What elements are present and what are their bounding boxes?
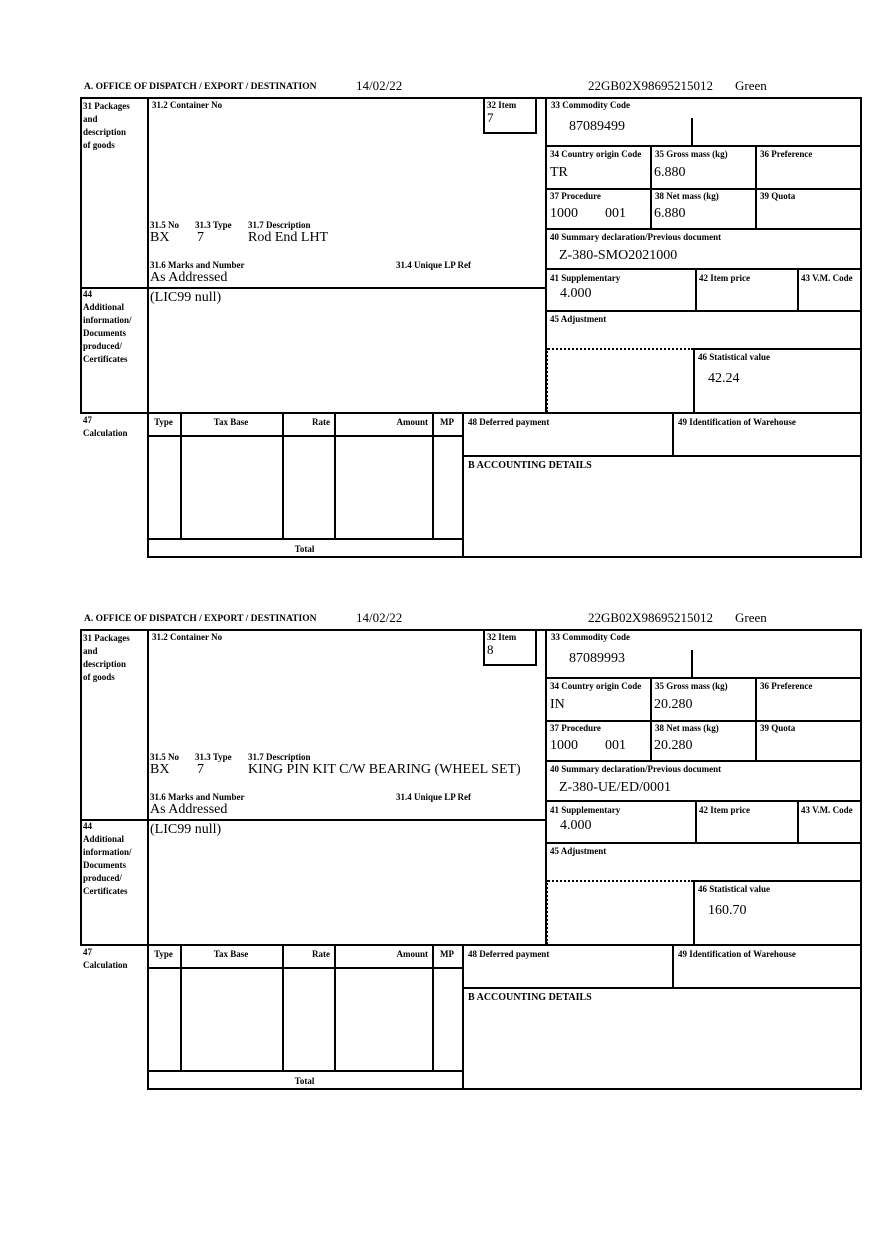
b-accounting-details-label: B ACCOUNTING DETAILS bbox=[468, 460, 592, 471]
grid-line bbox=[282, 944, 284, 1072]
grid-line bbox=[650, 145, 652, 228]
grid-line bbox=[545, 310, 862, 312]
package-count-value: BX bbox=[150, 762, 170, 777]
grid-line bbox=[147, 1088, 862, 1090]
column-header-mp: MP bbox=[440, 949, 454, 959]
grid-line bbox=[545, 760, 862, 762]
box31-5-label: 31.5 No bbox=[150, 752, 179, 762]
box31-label: and bbox=[83, 114, 98, 124]
box46-label: 46 Statistical value bbox=[698, 352, 770, 362]
box39-label: 39 Quota bbox=[760, 723, 796, 733]
box48-label: 48 Deferred payment bbox=[468, 417, 550, 427]
office-of-dispatch-header: A. OFFICE OF DISPATCH / EXPORT / DESTINATION bbox=[84, 82, 317, 92]
box31-7-label: 31.7 Description bbox=[248, 220, 311, 230]
declaration-date: 14/02/22 bbox=[356, 610, 403, 625]
routing-channel: Green bbox=[735, 610, 767, 625]
box31-7-label: 31.7 Description bbox=[248, 752, 311, 762]
box33-subdivision-line bbox=[691, 650, 693, 677]
procedure-code-value: 1000 bbox=[550, 738, 578, 753]
grid-line bbox=[80, 97, 862, 99]
box49-label: 49 Identification of Warehouse bbox=[678, 949, 796, 959]
box44-label: Documents bbox=[83, 860, 126, 870]
column-header-rate: Rate bbox=[312, 949, 330, 959]
marks-numbers-value: As Addressed bbox=[150, 802, 228, 817]
box41-label: 41 Supplementary bbox=[550, 273, 621, 283]
box42-label: 42 Item price bbox=[699, 273, 750, 283]
box31-label: of goods bbox=[83, 140, 115, 150]
grid-line bbox=[693, 880, 862, 882]
b-accounting-details-label: B ACCOUNTING DETAILS bbox=[468, 992, 592, 1003]
grid-line bbox=[80, 287, 545, 289]
box44-label: Certificates bbox=[83, 354, 128, 364]
dotted-line bbox=[545, 348, 693, 350]
box47-label: Calculation bbox=[83, 428, 128, 438]
grid-line bbox=[80, 819, 545, 821]
gross-mass-value: 20.280 bbox=[654, 697, 693, 712]
grid-line bbox=[545, 842, 862, 844]
column-header-type: Type bbox=[154, 417, 173, 427]
box33-subdivision-line bbox=[691, 118, 693, 145]
grid-line bbox=[462, 412, 464, 558]
grid-line bbox=[545, 720, 862, 722]
package-count-value: BX bbox=[150, 230, 170, 245]
column-header-tax-base: Tax Base bbox=[213, 417, 249, 427]
column-header-mp: MP bbox=[440, 417, 454, 427]
office-of-dispatch-header: A. OFFICE OF DISPATCH / EXPORT / DESTINATION bbox=[84, 614, 317, 624]
grid-line bbox=[147, 629, 149, 1090]
grid-line bbox=[693, 880, 695, 944]
supplementary-units-value: 4.000 bbox=[560, 818, 592, 833]
box31-label: and bbox=[83, 646, 98, 656]
box47-label: 47 bbox=[83, 947, 92, 957]
country-origin-value: TR bbox=[550, 165, 568, 180]
grid-line bbox=[80, 97, 82, 414]
grid-line bbox=[462, 987, 862, 989]
country-origin-value: IN bbox=[550, 697, 565, 712]
grid-line bbox=[755, 677, 757, 760]
previous-document-value: Z-380-SMO2021000 bbox=[559, 248, 678, 263]
grid-line bbox=[147, 1070, 464, 1072]
box43-label: 43 V.M. Code bbox=[801, 273, 853, 283]
mrn-number: 22GB02X98695215012 bbox=[588, 78, 713, 93]
grid-line bbox=[545, 188, 862, 190]
grid-line bbox=[693, 348, 695, 412]
marks-numbers-value: As Addressed bbox=[150, 270, 228, 285]
box31-label: description bbox=[83, 659, 127, 669]
box44-label: Additional bbox=[83, 834, 125, 844]
box41-label: 41 Supplementary bbox=[550, 805, 621, 815]
item-number-value: 8 bbox=[487, 642, 494, 657]
box48-label: 48 Deferred payment bbox=[468, 949, 550, 959]
grid-line bbox=[80, 629, 862, 631]
column-header-rate: Rate bbox=[312, 417, 330, 427]
column-header-type: Type bbox=[154, 949, 173, 959]
box31-6-label: 31.6 Marks and Number bbox=[150, 792, 245, 802]
box31-2-label: 31.2 Container No bbox=[152, 632, 223, 642]
box31-6-label: 31.6 Marks and Number bbox=[150, 260, 245, 270]
box31-4-label: 31.4 Unique LP Ref bbox=[396, 260, 472, 270]
grid-line bbox=[180, 944, 182, 1072]
box44-label: produced/ bbox=[83, 873, 122, 883]
grid-line bbox=[147, 538, 464, 540]
net-mass-value: 20.280 bbox=[654, 738, 693, 753]
box36-label: 36 Preference bbox=[760, 681, 813, 691]
package-type-value: 7 bbox=[197, 762, 204, 777]
box40-label: 40 Summary declaration/Previous document bbox=[550, 764, 722, 774]
mrn-number: 22GB02X98695215012 bbox=[588, 610, 713, 625]
column-header-tax-base: Tax Base bbox=[213, 949, 249, 959]
grid-line bbox=[797, 800, 799, 842]
statistical-value: 42.24 bbox=[708, 371, 740, 386]
box32-label: 32 Item bbox=[487, 100, 517, 110]
grid-line bbox=[545, 268, 862, 270]
box47-label: 47 bbox=[83, 415, 92, 425]
box34-label: 34 Country origin Code bbox=[550, 149, 642, 159]
grid-line bbox=[147, 97, 149, 558]
grid-line bbox=[650, 677, 652, 760]
dotted-line bbox=[546, 880, 548, 944]
box45-label: 45 Adjustment bbox=[550, 846, 607, 856]
declaration-date: 14/02/22 bbox=[356, 78, 403, 93]
box44-label: Documents bbox=[83, 328, 126, 338]
grid-line bbox=[80, 629, 82, 946]
commodity-code-value: 87089499 bbox=[569, 119, 625, 134]
box31-3-label: 31.3 Type bbox=[195, 220, 232, 230]
supplementary-units-value: 4.000 bbox=[560, 286, 592, 301]
dotted-line bbox=[546, 348, 548, 412]
box31-3-label: 31.3 Type bbox=[195, 752, 232, 762]
goods-description-value: KING PIN KIT C/W BEARING (WHEEL SET) bbox=[248, 762, 521, 777]
box46-label: 46 Statistical value bbox=[698, 884, 770, 894]
declaration-item-block-8 bbox=[80, 610, 864, 1094]
grid-line bbox=[695, 268, 697, 310]
grid-line bbox=[432, 412, 434, 540]
box31-4-label: 31.4 Unique LP Ref bbox=[396, 792, 472, 802]
box31-2-label: 31.2 Container No bbox=[152, 100, 223, 110]
grid-line bbox=[462, 455, 862, 457]
box31-label: 31 Packages bbox=[83, 633, 130, 643]
box40-label: 40 Summary declaration/Previous document bbox=[550, 232, 722, 242]
box44-label: 44 bbox=[83, 289, 92, 299]
box47-label: Calculation bbox=[83, 960, 128, 970]
grid-line bbox=[334, 412, 336, 540]
box44-label: produced/ bbox=[83, 341, 122, 351]
column-header-amount: Amount bbox=[396, 949, 428, 959]
column-header-amount: Amount bbox=[396, 417, 428, 427]
grid-line bbox=[545, 228, 862, 230]
package-type-value: 7 bbox=[197, 230, 204, 245]
grid-line bbox=[545, 677, 862, 679]
procedure-code2-value: 001 bbox=[605, 738, 626, 753]
box44-label: Additional bbox=[83, 302, 125, 312]
grid-line bbox=[860, 629, 862, 1090]
box31-label: description bbox=[83, 127, 127, 137]
box43-label: 43 V.M. Code bbox=[801, 805, 853, 815]
box38-label: 38 Net mass (kg) bbox=[655, 723, 719, 733]
grid-line bbox=[860, 97, 862, 558]
box32-label: 32 Item bbox=[487, 632, 517, 642]
box31-label: of goods bbox=[83, 672, 115, 682]
box39-label: 39 Quota bbox=[760, 191, 796, 201]
declaration-item-block-7 bbox=[80, 78, 864, 562]
dotted-line bbox=[545, 880, 693, 882]
routing-channel: Green bbox=[735, 78, 767, 93]
box44-label: Certificates bbox=[83, 886, 128, 896]
total-row-label: Total bbox=[294, 1076, 315, 1086]
grid-line bbox=[755, 145, 757, 228]
gross-mass-value: 6.880 bbox=[654, 165, 686, 180]
box45-label: 45 Adjustment bbox=[550, 314, 607, 324]
box35-label: 35 Gross mass (kg) bbox=[655, 681, 728, 691]
box37-label: 37 Procedure bbox=[550, 723, 601, 733]
grid-line bbox=[80, 412, 862, 414]
grid-line bbox=[545, 800, 862, 802]
box37-label: 37 Procedure bbox=[550, 191, 601, 201]
goods-description-value: Rod End LHT bbox=[248, 230, 329, 245]
total-row-label: Total bbox=[294, 544, 315, 554]
box42-label: 42 Item price bbox=[699, 805, 750, 815]
additional-information-value: (LIC99 null) bbox=[150, 822, 222, 837]
grid-line bbox=[545, 145, 862, 147]
grid-line bbox=[797, 268, 799, 310]
procedure-code2-value: 001 bbox=[605, 206, 626, 221]
box33-label: 33 Commodity Code bbox=[551, 632, 630, 642]
grid-line bbox=[334, 944, 336, 1072]
grid-line bbox=[147, 967, 464, 969]
box44-label: information/ bbox=[83, 847, 132, 857]
box35-label: 35 Gross mass (kg) bbox=[655, 149, 728, 159]
box36-label: 36 Preference bbox=[760, 149, 813, 159]
box33-label: 33 Commodity Code bbox=[551, 100, 630, 110]
grid-line bbox=[432, 944, 434, 1072]
item-number-value: 7 bbox=[487, 110, 494, 125]
commodity-code-value: 87089993 bbox=[569, 651, 625, 666]
grid-line bbox=[80, 944, 862, 946]
grid-line bbox=[147, 435, 464, 437]
grid-line bbox=[147, 556, 862, 558]
box34-label: 34 Country origin Code bbox=[550, 681, 642, 691]
statistical-value: 160.70 bbox=[708, 903, 747, 918]
grid-line bbox=[693, 348, 862, 350]
box38-label: 38 Net mass (kg) bbox=[655, 191, 719, 201]
additional-information-value: (LIC99 null) bbox=[150, 290, 222, 305]
grid-line bbox=[282, 412, 284, 540]
previous-document-value: Z-380-UE/ED/0001 bbox=[559, 780, 671, 795]
grid-line bbox=[462, 944, 464, 1090]
grid-line bbox=[695, 800, 697, 842]
box44-label: 44 bbox=[83, 821, 92, 831]
grid-line bbox=[672, 412, 674, 455]
procedure-code-value: 1000 bbox=[550, 206, 578, 221]
net-mass-value: 6.880 bbox=[654, 206, 686, 221]
box49-label: 49 Identification of Warehouse bbox=[678, 417, 796, 427]
box31-5-label: 31.5 No bbox=[150, 220, 179, 230]
box44-label: information/ bbox=[83, 315, 132, 325]
grid-line bbox=[672, 944, 674, 987]
grid-line bbox=[180, 412, 182, 540]
box31-label: 31 Packages bbox=[83, 101, 130, 111]
